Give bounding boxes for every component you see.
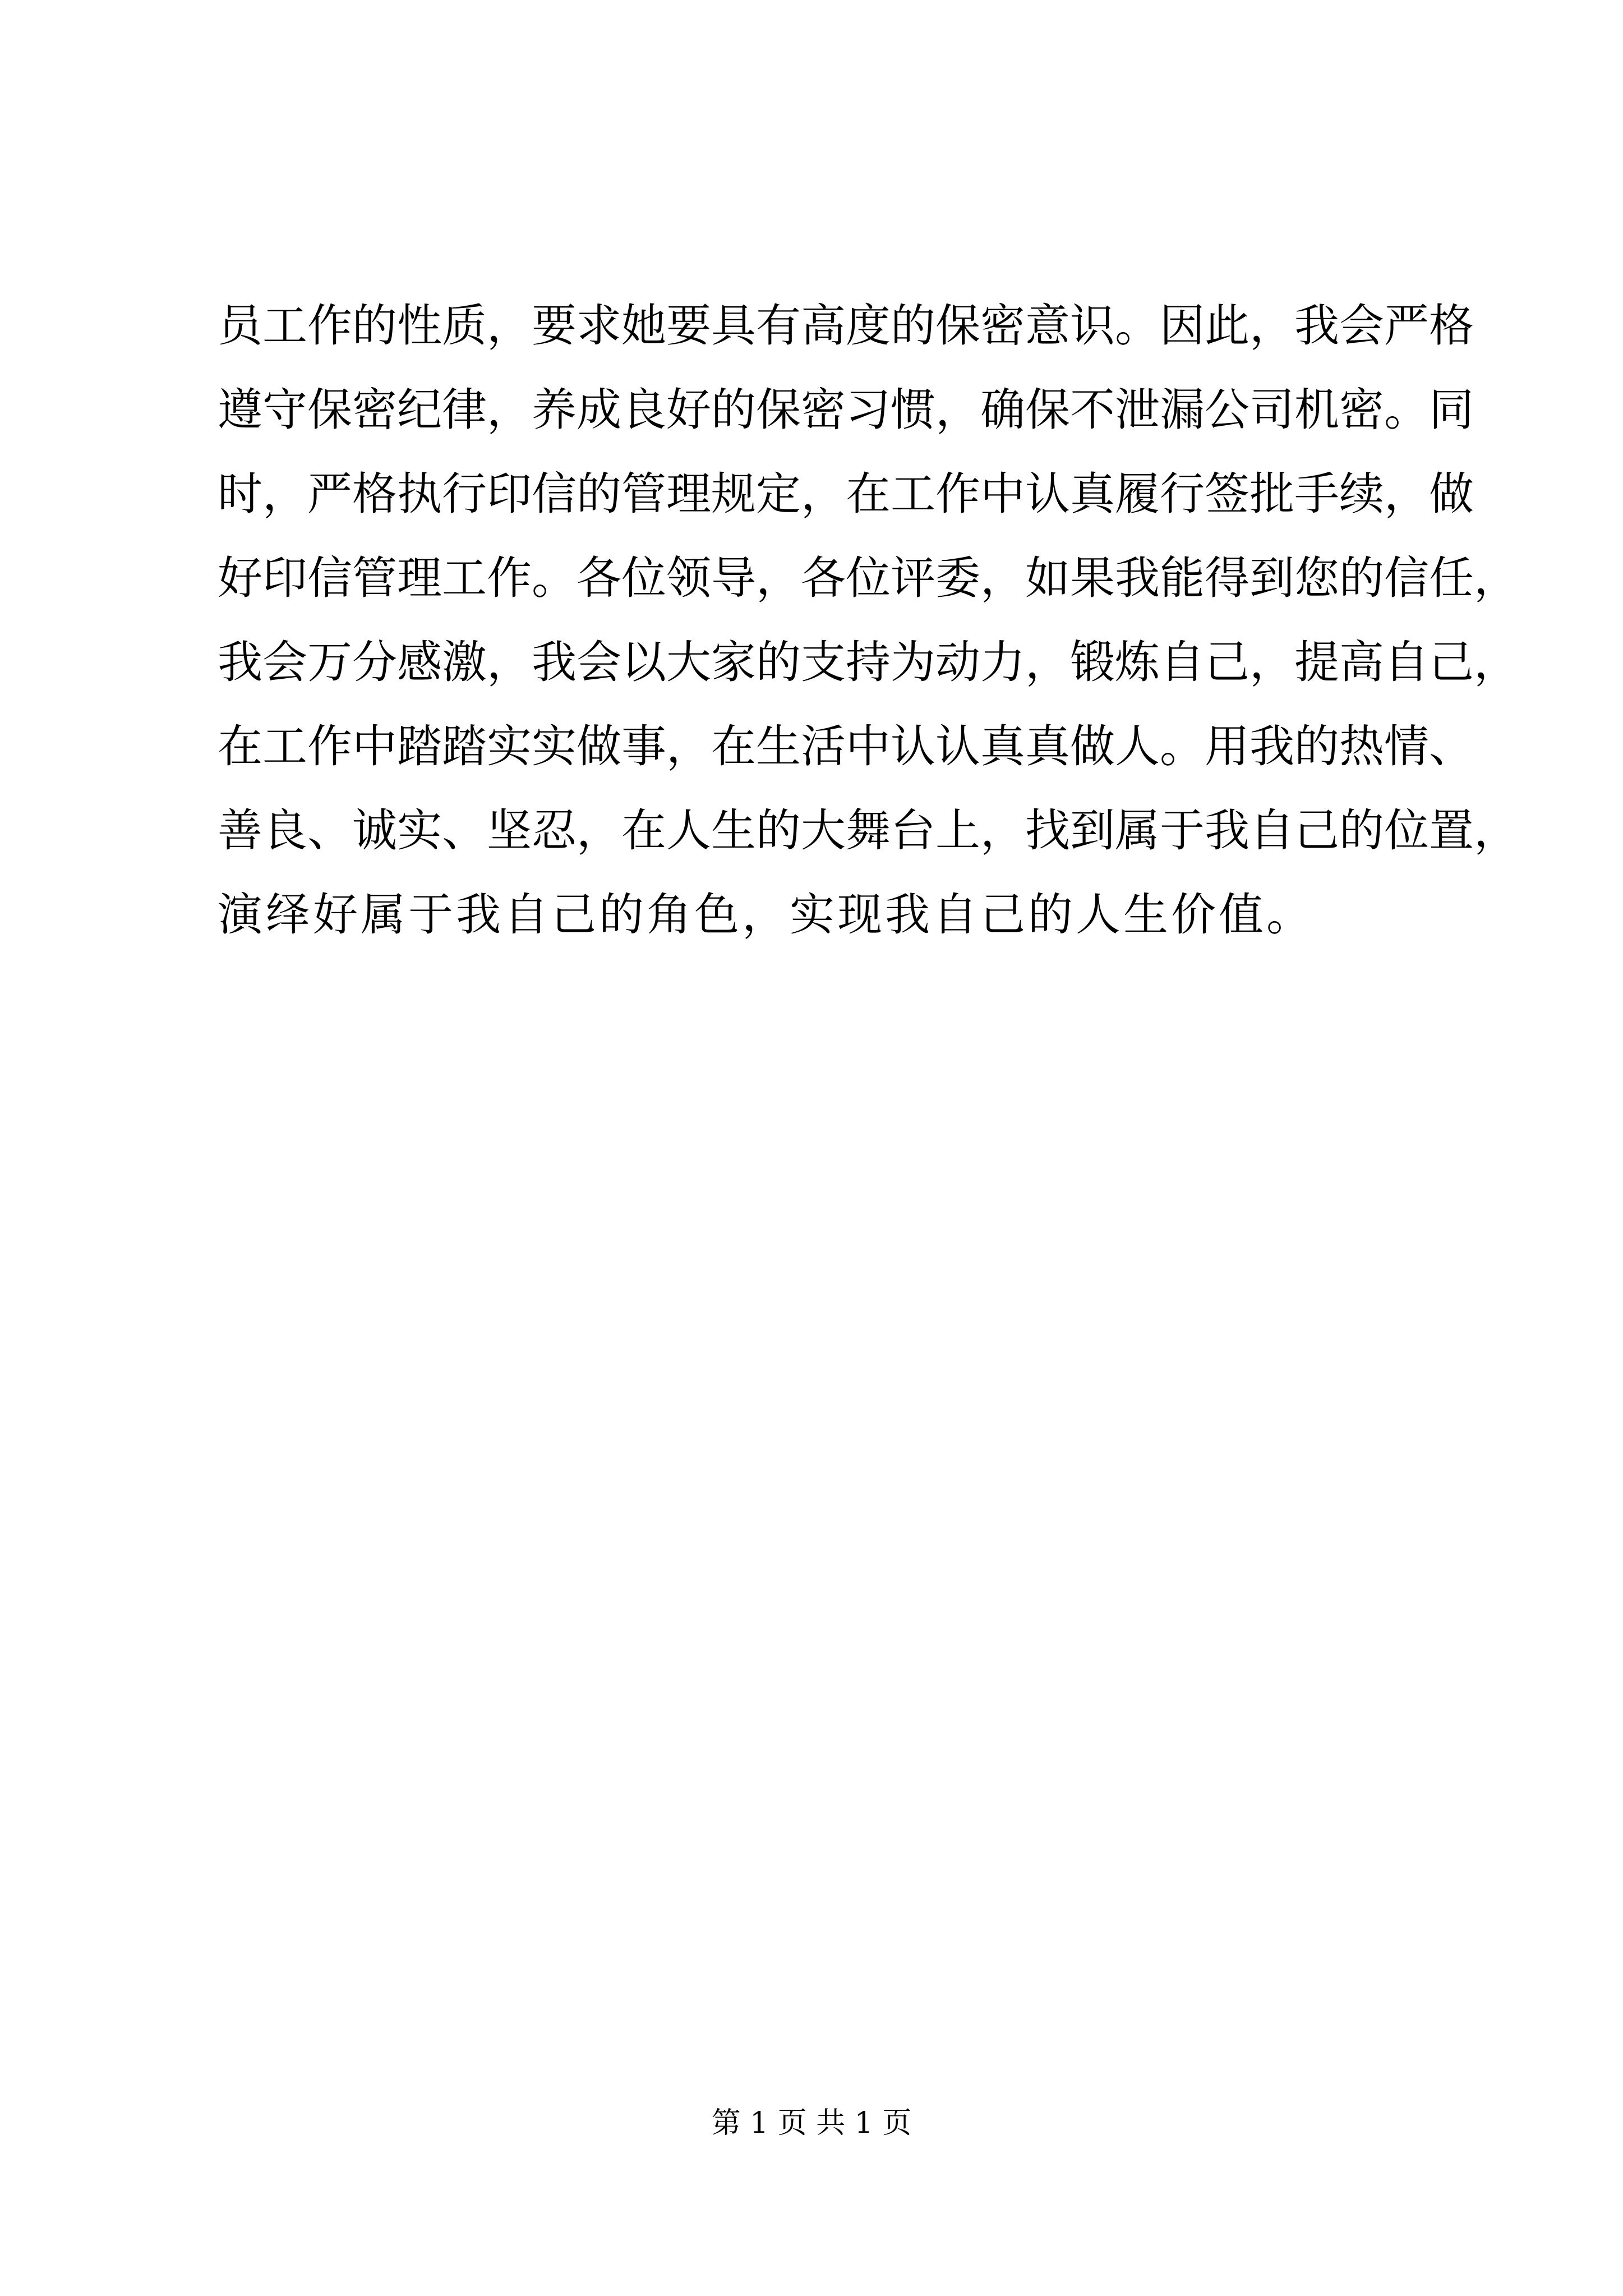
page-number-footer: 第 1 页 共 1 页 (711, 2106, 912, 2140)
text-line: 善良、诚实、坚忍，在人生的大舞台上，找到属于我自己的位置， (218, 804, 1519, 857)
text-line: 在工作中踏踏实实做事，在生活中认认真真做人。用我的热情、 (218, 720, 1474, 772)
body-paragraph (218, 284, 1519, 957)
text-line: 好印信管理工作。各位领导，各位评委，如果我能得到您的信任， (218, 552, 1519, 604)
text-line-last: 演绎好属于我自己的角色，实现我自己的人生价值。 (218, 889, 1314, 941)
text-line: 时，严格执行印信的管理规定，在工作中认真履行签批手续，做 (218, 468, 1474, 520)
text-line: 员工作的性质，要求她要具有高度的保密意识。因此，我会严格 (218, 300, 1474, 352)
text-line: 我会万分感激，我会以大家的支持为动力，锻炼自己，提高自己， (218, 636, 1519, 688)
text-line: 遵守保密纪律，养成良好的保密习惯，确保不泄漏公司机密。同 (218, 384, 1474, 436)
